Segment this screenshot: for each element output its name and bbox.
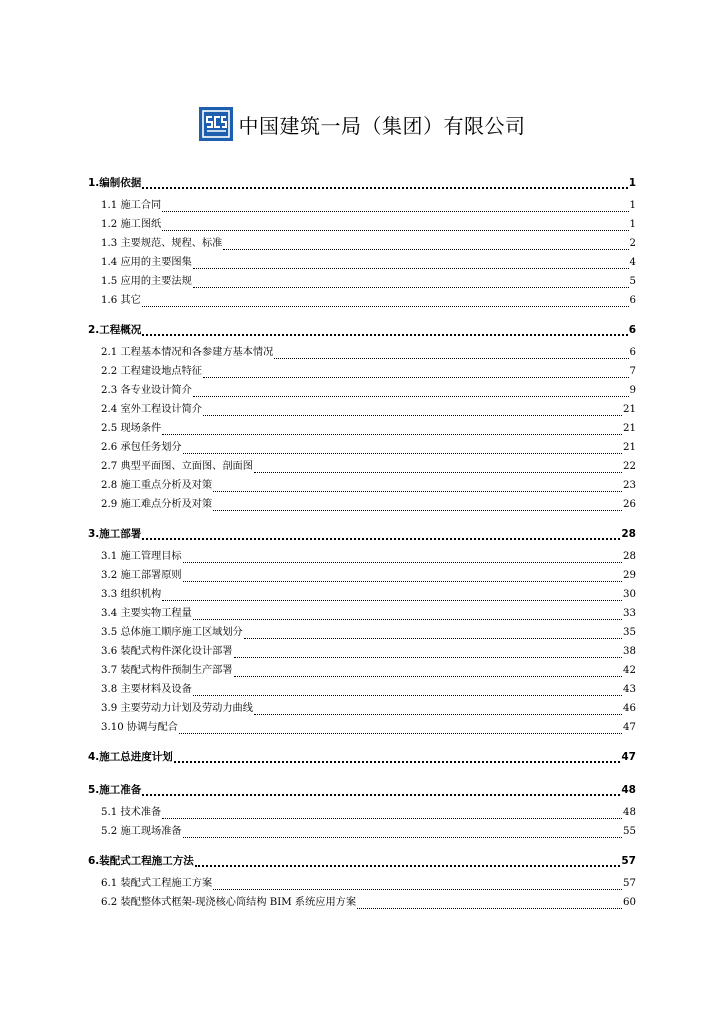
dot-leader [142,306,629,307]
toc-page-number: 48 [621,784,636,796]
toc-subsection-3-9[interactable] [88,699,636,718]
toc-page-number: 43 [623,684,636,695]
toc-subsection-2-7[interactable] [88,457,636,476]
toc-page-number: 28 [623,551,636,562]
toc-page-number: 21 [623,423,636,434]
toc-subsection-5-2[interactable] [88,822,636,841]
toc-entry-title: 6.装配式工程施工方法 [88,855,194,867]
dot-leader [162,211,628,212]
toc-page-number: 21 [623,442,636,453]
dot-leader [142,538,620,540]
toc-entry-title: 5.施工准备 [88,784,142,796]
toc-subsection-3-3[interactable] [88,585,636,604]
dot-leader [213,510,622,511]
dot-leader [183,581,622,582]
toc-page-number: 2 [629,238,636,249]
toc-subsection-3-7[interactable] [88,661,636,680]
dot-leader [193,268,629,269]
toc-entry-title: 5.1 技术准备 [101,807,162,818]
toc-subsection-2-2[interactable] [88,362,636,381]
toc-page-number: 57 [621,855,636,867]
toc-entry-title: 1.2 施工图纸 [101,219,162,230]
toc-entry-title: 2.2 工程建设地点特征 [101,366,202,377]
toc-entry-title: 6.2 装配整体式框架-现浇核心筒结构 BIM 系统应用方案 [101,897,357,908]
toc-page-number: 1 [629,219,636,230]
toc-page-number: 55 [623,826,636,837]
toc-page-number: 38 [623,646,636,657]
toc-entry-title: 2.6 承包任务划分 [101,442,182,453]
toc-subsection-6-1[interactable] [88,874,636,893]
dot-leader [234,676,623,677]
toc-entry-title: 5.2 施工现场准备 [101,826,182,837]
dot-leader [203,415,622,416]
toc-entry-title: 6.1 装配式工程施工方案 [101,878,213,889]
dot-leader [162,230,628,231]
dot-leader [179,733,622,734]
toc-subsection-1-6[interactable] [88,291,636,310]
toc-page-number: 35 [623,627,636,638]
toc-page-number: 1 [629,200,636,211]
dot-leader [195,865,621,867]
dot-leader [203,377,629,378]
document-header [0,104,724,144]
toc-page-number: 5 [629,276,636,287]
toc-section-4[interactable] [88,747,636,768]
toc-page-number: 7 [629,366,636,377]
table-of-contents [88,171,636,912]
toc-page-number: 6 [629,295,636,306]
toc-subsection-2-6[interactable] [88,438,636,457]
toc-entry-title: 1.5 应用的主要法规 [101,276,192,287]
dot-leader [234,657,623,658]
dot-leader [254,714,622,715]
dot-leader [162,600,622,601]
toc-entry-title: 3.3 组织机构 [101,589,162,600]
toc-page-number: 23 [623,480,636,491]
toc-entry-title: 2.7 典型平面图、立面图、剖面图 [101,461,253,472]
toc-page-number: 29 [623,570,636,581]
section-spacer [88,770,636,778]
toc-page-number: 33 [623,608,636,619]
toc-subsection-3-10[interactable] [88,718,636,737]
toc-subsection-2-3[interactable] [88,381,636,400]
dot-leader [193,287,629,288]
toc-subsection-5-1[interactable] [88,803,636,822]
toc-subsection-3-1[interactable] [88,547,636,566]
section-spacer [88,841,636,849]
toc-section-3[interactable] [88,524,636,545]
toc-section-6[interactable] [88,851,636,872]
toc-subsection-1-4[interactable] [88,253,636,272]
section-spacer [88,514,636,522]
toc-entry-title: 3.8 主要材料及设备 [101,684,192,695]
dot-leader [274,358,628,359]
dot-leader [142,334,627,336]
toc-section-5[interactable] [88,780,636,801]
dot-leader [142,794,620,796]
toc-subsection-2-9[interactable] [88,495,636,514]
toc-entry-title: 3.9 主要劳动力计划及劳动力曲线 [101,703,253,714]
dot-leader [174,761,621,763]
dot-leader [183,562,622,563]
toc-entry-title: 2.8 施工重点分析及对策 [101,480,213,491]
toc-subsection-2-1[interactable] [88,343,636,362]
toc-page-number: 46 [623,703,636,714]
toc-entry-title: 4.施工总进度计划 [88,751,173,763]
toc-subsection-1-1[interactable] [88,196,636,215]
dot-leader [142,187,627,189]
toc-page-number: 42 [623,665,636,676]
dot-leader [183,837,622,838]
toc-subsection-6-2[interactable] [88,893,636,912]
toc-page-number: 21 [623,404,636,415]
dot-leader [213,491,622,492]
toc-entry-title: 2.1 工程基本情况和各参建方基本情况 [101,347,274,358]
toc-page-number: 30 [623,589,636,600]
toc-subsection-3-8[interactable] [88,680,636,699]
toc-entry-title: 3.6 装配式构件深化设计部署 [101,646,233,657]
cscec-logo-graphic [201,109,231,139]
toc-page-number: 9 [629,385,636,396]
toc-entry-title: 1.1 施工合同 [101,200,162,211]
toc-entry-title: 1.3 主要规范、规程、标准 [101,238,223,249]
toc-page-number: 48 [623,807,636,818]
toc-entry-title: 2.5 现场条件 [101,423,162,434]
toc-entry-title: 3.4 主要实物工程量 [101,608,192,619]
dot-leader [193,396,629,397]
toc-page-number: 60 [623,897,636,908]
toc-entry-title: 3.施工部署 [88,528,142,540]
toc-page-number: 28 [621,528,636,540]
toc-page-number: 57 [623,878,636,889]
dot-leader [213,889,622,890]
section-spacer [88,737,636,745]
dot-leader [162,818,622,819]
toc-page-number: 26 [623,499,636,510]
toc-page-number: 6 [629,347,636,358]
toc-page-number: 47 [621,751,636,763]
toc-page-number: 4 [629,257,636,268]
dot-leader [254,472,622,473]
toc-entry-title: 2.3 各专业设计简介 [101,385,192,396]
toc-subsection-1-5[interactable] [88,272,636,291]
toc-entry-title: 1.6 其它 [101,295,141,306]
toc-subsection-3-5[interactable] [88,623,636,642]
toc-entry-title: 3.2 施工部署原则 [101,570,182,581]
toc-subsection-2-5[interactable] [88,419,636,438]
toc-subsection-1-2[interactable] [88,215,636,234]
toc-section-1[interactable] [88,173,636,194]
cscec-logo-icon [199,107,233,141]
dot-leader [193,695,622,696]
toc-entry-title: 2.9 施工难点分析及对策 [101,499,213,510]
toc-entry-title: 3.7 装配式构件预制生产部署 [101,665,233,676]
toc-subsection-2-4[interactable] [88,400,636,419]
dot-leader [357,908,622,909]
toc-page-number: 6 [628,324,636,336]
toc-subsection-3-4[interactable] [88,604,636,623]
toc-entry-title: 3.10 协调与配合 [101,722,178,733]
toc-page-number: 47 [623,722,636,733]
toc-entry-title: 3.5 总体施工顺序施工区域划分 [101,627,243,638]
dot-leader [244,638,622,639]
dot-leader [162,434,622,435]
dot-leader [193,619,622,620]
toc-entry-title: 2.工程概况 [88,324,142,336]
section-spacer [88,310,636,318]
toc-entry-title: 1.编制依据 [88,177,142,189]
toc-subsection-3-2[interactable] [88,566,636,585]
company-name: 中国建筑一局（集团）有限公司 [238,113,526,138]
dot-leader [183,453,622,454]
toc-section-2[interactable] [88,320,636,341]
toc-entry-title: 2.4 室外工程设计简介 [101,404,202,415]
toc-subsection-3-6[interactable] [88,642,636,661]
toc-subsection-2-8[interactable] [88,476,636,495]
dot-leader [223,249,628,250]
toc-entry-title: 1.4 应用的主要图集 [101,257,192,268]
toc-entry-title: 3.1 施工管理目标 [101,551,182,562]
toc-page-number: 22 [623,461,636,472]
toc-subsection-1-3[interactable] [88,234,636,253]
toc-page-number: 1 [628,177,636,189]
